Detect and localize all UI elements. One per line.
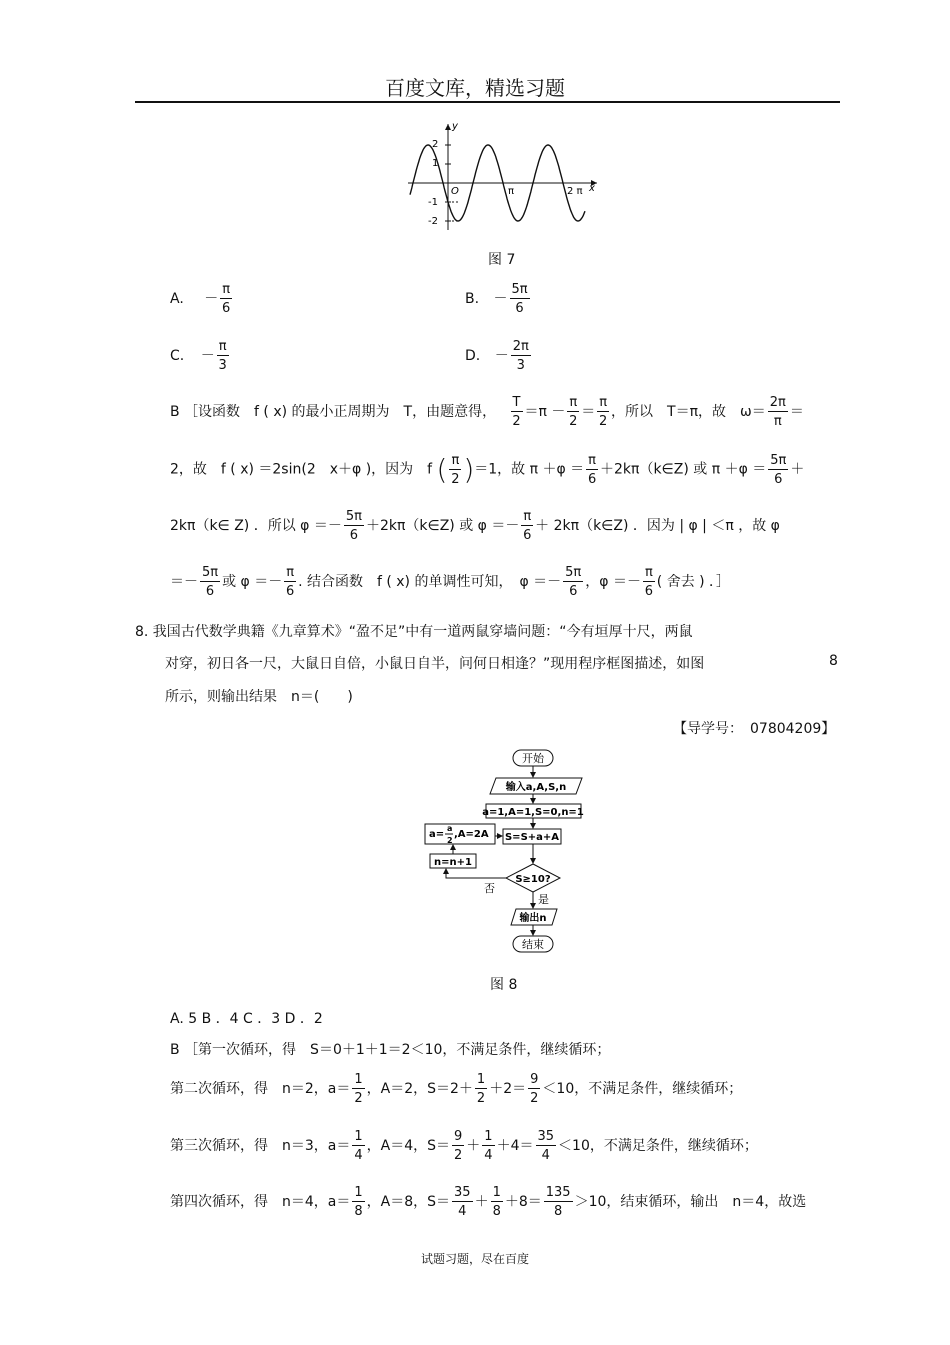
x-axis-label: x: [589, 183, 595, 194]
flow-init-label: a=1,A=1,S=0,n=1: [482, 807, 584, 818]
option-b[interactable]: B. － $\frac{5\pi}{6}$: [465, 282, 528, 316]
q8-solution-line4: 第四次循环，得 n＝4，a＝ $\frac{1}{8}$ ，A＝8，S＝ $\frac{35}{4}$ ＋ $\frac{1}{8}$ ＋8＝ $\frac{135}{8}$ ＞10，结束循环，输出 n＝4，故选: [170, 1185, 807, 1219]
option-b-label: B.: [465, 291, 480, 307]
option-d-label: D.: [465, 348, 481, 364]
q7-solution-line3: 2kπ（k∈ Z) ．所以 φ ＝－ $\frac{5\pi}{6}$ ＋2kπ（k∈Z) 或 φ ＝－ $\frac{\pi}{6}$ ＋ 2kπ（k∈Z) ．因为 | φ | ＜π ，故 φ: [170, 509, 780, 543]
q8-stem-line2: 对穿，初日各一尺，大鼠日自倍，小鼠日自半，问何日相逢？”现用程序框图描述，如图: [165, 656, 705, 672]
guide-number: 【导学号： 07804209】: [673, 721, 836, 737]
y-axis-arrow: [445, 124, 451, 130]
q7-solution-line1: B ［设函数 f ( x) 的最小正周期为 T，由题意得， $\frac{T}{2}$ ＝π － $\frac{\pi}{2}$ ＝ $\frac{\pi}{2}$ ，所以 T＝π，故 ω＝ $\frac{2\pi}{\pi}$ ＝: [170, 395, 804, 429]
figure7-caption: 图 7: [488, 252, 516, 268]
option-b-fraction: $\frac{5\pi}{6}$: [511, 282, 528, 316]
option-d-fraction: $\frac{2\pi}{3}$: [512, 339, 529, 373]
q8-stem-figure-number: 8: [829, 653, 838, 669]
flow-update-a-label: a=: [429, 829, 445, 840]
q8-solution-line3: 第三次循环，得 n＝3，a＝ $\frac{1}{4}$ ，A＝4，S＝ $\frac{9}{2}$ ＋ $\frac{1}{4}$ ＋4＝ $\frac{35}{4}$ ＜10，不满足条件，继续循环；: [170, 1129, 758, 1163]
x-tick-2pi: 2 π: [567, 186, 583, 197]
y-tick-neg1: -1: [428, 197, 438, 208]
q8-solution-line2: 第二次循环，得 n＝2，a＝ $\frac{1}{2}$ ，A＝2，S＝2＋ $\frac{1}{2}$ ＋2＝ $\frac{9}{2}$ ＜10，不满足条件，继续循环；: [170, 1072, 743, 1106]
y-tick-2: 2: [432, 139, 439, 150]
option-c-fraction: $\frac{\pi}{3}$: [218, 339, 227, 373]
page-footer: 试题习题，尽在百度: [420, 1252, 529, 1266]
flow-output-label: 输出n: [519, 913, 547, 924]
y-tick-1: 1: [432, 158, 439, 169]
option-a[interactable]: A. － $\frac{\pi}{6}$: [170, 282, 231, 316]
y-axis-label: y: [452, 121, 458, 132]
flow-yes-label: 是: [538, 893, 549, 906]
option-c[interactable]: C. － $\frac{\pi}{3}$: [170, 339, 227, 373]
origin-label: O: [451, 186, 459, 197]
flow-sum-label: S=S+a+A: [504, 832, 560, 843]
q8-stem-line1: 8. 我国古代数学典籍《九章算术》“盈不足”中有一道两鼠穿墙问题：“今有垣厚十尺，两鼠: [135, 624, 693, 640]
q8-stem-line3: 所示，则输出结果 n＝( ): [165, 689, 353, 705]
option-c-label: C.: [170, 348, 185, 364]
flow-update-a-den: 2: [447, 836, 453, 845]
q8-options[interactable]: A. 5 B ．4 C ．3 D ．2: [170, 1011, 323, 1027]
flow-condition-label: S≥10?: [515, 874, 551, 885]
flow-start-label: 开始: [522, 752, 544, 765]
option-a-fraction: $\frac{\pi}{6}$: [222, 282, 231, 316]
q7-solution-line2: 2，故 f ( x) ＝2sin(2 x＋φ )，因为 f ( $\frac{\pi}{2}$ )＝1，故 π ＋φ ＝ $\frac{\pi}{6}$ ＋2kπ（k∈Z) 或 π ＋φ ＝ $\frac{5\pi}{6}$ ＋: [170, 452, 805, 487]
sine-graph-figure: [400, 118, 605, 238]
flow-no-label: 否: [484, 882, 495, 895]
flow-inc-label: n=n+1: [434, 857, 472, 868]
x-tick-pi: π: [508, 186, 515, 197]
header-divider: [135, 101, 840, 103]
option-a-label: A.: [170, 291, 184, 307]
flow-update-A-label: ,A=2A: [454, 829, 489, 840]
flow-update-a-num: a: [447, 824, 453, 833]
q8-solution-line1: B ［第一次循环，得 S＝0＋1＋1＝2＜10，不满足条件，继续循环；: [170, 1042, 611, 1058]
page-header-title: 百度文库，精选习题: [385, 76, 565, 100]
q7-solution-line4: ＝－ $\frac{5\pi}{6}$ 或 φ ＝－ $\frac{\pi}{6}$ . 结合函数 f ( x) 的单调性可知， φ ＝－ $\frac{5\pi}{6}$ ，φ ＝－ $\frac{\pi}{6}$ ( 舍去 ) ．］: [170, 565, 731, 599]
y-tick-neg2: -2: [428, 216, 438, 227]
flow-input-label: 输入a,A,S,n: [505, 782, 567, 793]
figure8-caption: 图 8: [490, 977, 518, 993]
flowchart-figure: [420, 746, 590, 960]
flow-end-label: 结束: [522, 938, 544, 951]
option-d[interactable]: D. － $\frac{2\pi}{3}$: [465, 339, 529, 373]
